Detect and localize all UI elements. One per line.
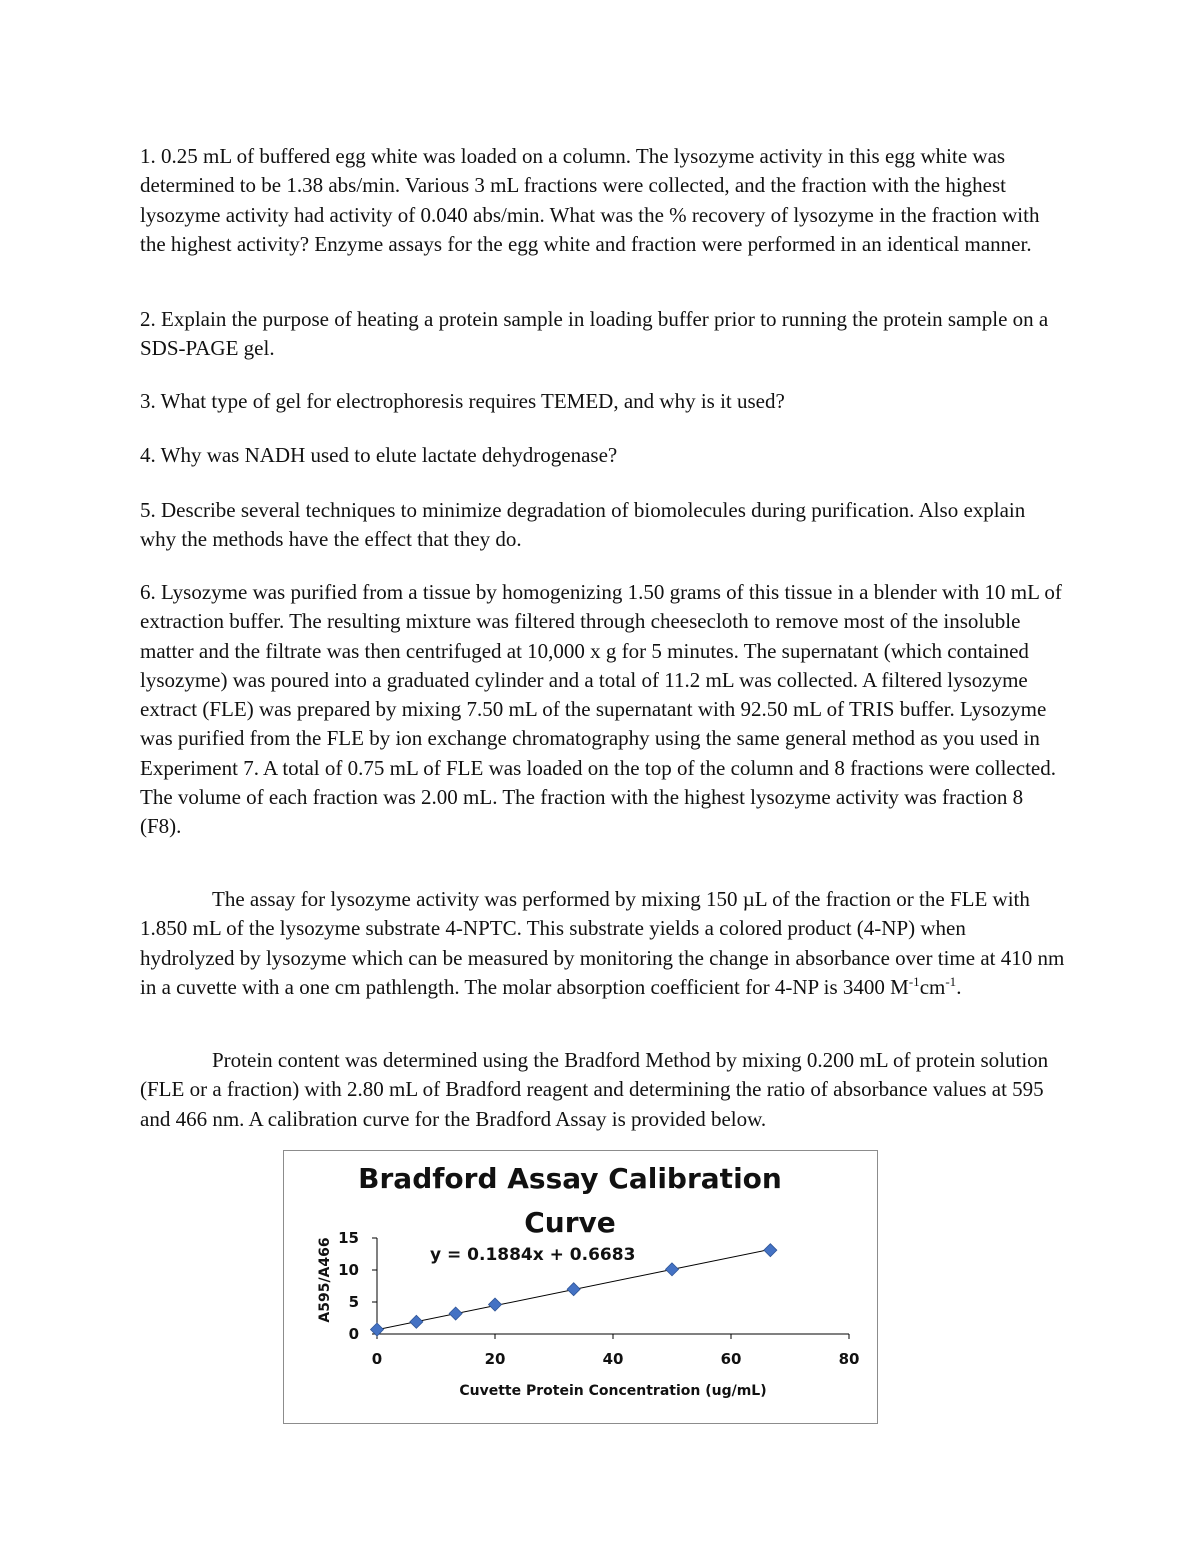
y-tick-label: 5 [348,1293,359,1311]
x-axis-ticks [372,1334,860,1368]
question-5-text: 5. Describe several techniques to minimize degradation of biomolecules during purification. Also explain why the methods have the effect that they do. [140,498,1026,552]
x-axis-label: Cuvette Protein Concentration (ug/mL) [459,1383,767,1399]
assay-text-end: . [956,974,962,999]
y-tick-label: 15 [338,1229,359,1247]
trendline-equation: y = 0.1884x + 0.6683 [430,1245,636,1265]
question-6-text: 6. Lysozyme was purified from a tissue by homogenizing 1.50 grams of this tissue in a blender with 10 mL of extraction buffer. The resulting mixture was filtered through cheesecloth to remove most of the insoluble matter and the filtrate was then centrifuged at 10,000 x g for 5 minutes. The supernatant (which contained lysozyme) was poured into a graduated cylinder and a total of 11.2 mL was collected. A filtered lysozyme extract (FLE) was prepared by mixing 7.50 mL of the supernatant with 92.50 mL of TRIS buffer. Lysozyme was purified from the FLE by ion exchange chromatography using the same general method as you used in Experiment 7. A total of 0.75 mL of FLE was loaded on the top of the column and 8 fractions were collected. The volume of each fraction was 2.00 mL. The fraction with the highest lysozyme activity was fraction 8 (F8). [140,580,1062,839]
y-tick-label: 10 [338,1261,359,1279]
question-4 [140,441,1065,470]
unit-cm: cm [919,974,946,999]
y-axis-ticks [338,1229,377,1343]
question-4-text: 4. Why was NADH used to elute lactate dehydrogenase? [140,443,618,467]
question-1-text: 1. 0.25 mL of buffered egg white was loaded on a column. The lysozyme activity in this egg white was determined to be 1.38 abs/min. Various 3 mL fractions were collected, and the fraction with the highest lysozyme activity had activity of 0.040 abs/min. What was the % recovery of lysozyme in the fraction with the highest activity? Enzyme assays for the egg white and fraction were performed in an identical manner. [140,144,1040,256]
question-5 [140,496,1065,555]
question-1 [140,142,1065,259]
question-6-protein-paragraph [140,1046,1065,1134]
data-point [489,1298,502,1311]
data-point [410,1315,423,1328]
question-6-assay-paragraph [140,885,1065,1002]
x-tick-label: 20 [484,1350,506,1368]
y-axis-label: A595/A466 [317,1237,333,1323]
x-tick-label: 80 [838,1350,860,1368]
x-tick-label: 60 [720,1350,742,1368]
assay-text [140,885,1065,1002]
calibration-chart [283,1150,878,1424]
question-3 [140,387,1065,416]
protein-text: Protein content was determined using the Bradford Method by mixing 0.200 mL of protein solution (FLE or a fraction) with 2.80 mL of Bradford reagent and determining the ratio of absorbance values at 595 and 466 nm. A calibration curve for the Bradford Assay is provided below. [140,1048,1049,1131]
unit-exponent-1: -1 [908,973,920,989]
data-point [449,1307,462,1320]
question-2 [140,305,1065,364]
chart-title-line-2: Curve [524,1206,616,1239]
assay-text-body: The assay for lysozyme activity was performed by mixing 150 µL of the fraction or the FLE with 1.850 mL of the lysozyme substrate 4-NPTC. This substrate yields a colored product (4-NP) when hydrolyzed by lysozyme which can be measured by monitoring the change in absorbance over time at 410 nm in a cuvette with a one cm pathlength. The molar absorption coefficient for 4-NP is 3400 M [140,887,1065,999]
x-tick-label: 40 [602,1350,624,1368]
question-3-text: 3. What type of gel for electrophoresis requires TEMED, and why is it used? [140,389,785,413]
x-tick-label: 0 [371,1350,383,1368]
chart-title-line-1: Bradford Assay Calibration [358,1162,782,1195]
question-6 [140,578,1065,842]
data-point [567,1283,580,1296]
question-2-text: 2. Explain the purpose of heating a protein sample in loading buffer prior to running the protein sample on a SDS-PAGE gel. [140,307,1049,361]
y-tick-label: 0 [348,1325,359,1343]
calibration-chart-svg [284,1151,879,1425]
unit-exponent-2: -1 [945,973,957,989]
data-point [666,1263,679,1276]
data-point [764,1244,777,1257]
